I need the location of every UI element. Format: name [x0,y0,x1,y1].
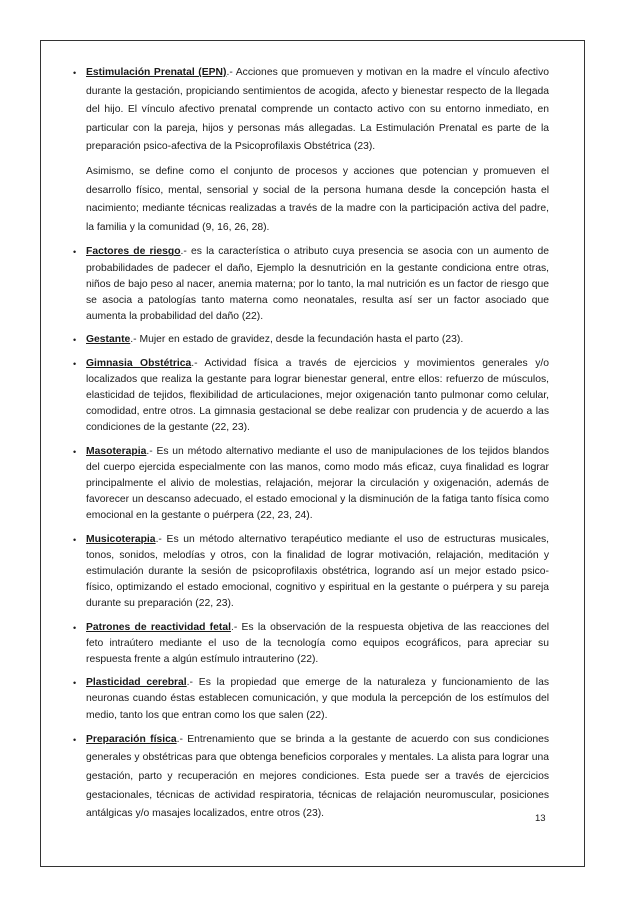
definition-term: Plasticidad cerebral [86,677,187,689]
definition-item-estimulacion-prenatal [73,64,550,237]
definition-term: Preparación física [86,733,177,745]
definition-text: .- Es un método alternativo terapéutico mediante el uso de estructuras musicales, tonos, sonidos, melodías y otros, con la finalidad de lograr motivación, relajación, meditación y estimulación durante la sesión de psicoprofilaxis obstétrica, logrando así un mejor estado psico-físico, optimizando el estado emocional, cognitivo y espiritual en la gestante o puérpera y su pareja durante su preparación (22, 23). [86,533,549,610]
definition-term: Gestante [86,334,131,346]
definition-term: Gimnasia Obstétrica [86,357,192,369]
definition-text: .- Es la propiedad que emerge de la naturaleza y funcionamiento de las neuronas cuando éstas establecen comunicación, y que modula la percepción de los estímulos del medio, tanto los que entran como los que salen (22). [86,677,549,721]
definition-paragraph-continued: Asimismo, se define como el conjunto de procesos y acciones que potencian y promueven el desarrollo físico, mental, sensorial y social de la persona humana desde la concepción hasta el nacimiento; mediante técnicas realizadas a través de la madre con la participación activa del padre, la familia y la comunidad (9, 16, 26, 28). [86,165,549,233]
definition-item-gestante [73,332,549,348]
definition-text: .- Acciones que promueven y motivan en la madre el vínculo afectivo durante la gestación, propiciando sentimientos de acogida, afecto y bienestar respecto de la llegada del hijo. El vínculo afectivo prenatal comprende un contacto activo con su entorno inmediato, en particular con la pareja, hijos y personas más allegadas. La Estimulación Prenatal es parte de la preparación psico-afectiva de la Psicoprofilaxis Obstétrica (23). [86,67,550,153]
bullet-icon: • [73,534,77,545]
definition-item-musicoterapia [73,532,549,613]
page-body [73,64,550,831]
definition-item-masoterapia [73,444,549,525]
definition-term: Factores de riesgo [86,246,181,258]
definition-item-gimnasia-obstetrica [73,356,549,437]
definition-text: .- es la característica o atributo cuya presencia se asocia con un aumento de probabilidades de padecer el daño, Ejemplo la desnutrición en la gestante condiciona entre otras, niños de bajo peso al nacer, anemia materna; por lo tanto, la mal nutrición es un factor de riesgo que se asocia a patologías tanto materna como neonatales, resulta así ser un factor asociado que aumenta la probabilidad del daño (22). [86,246,549,323]
bullet-icon: • [73,68,77,78]
definition-item-factores-riesgo [73,244,549,325]
definition-item-preparacion-fisica [73,731,549,824]
definition-text: .- Actividad física a través de ejercicios y movimientos generales y/o localizados que realiza la gestante para lograr bienestar general, entre ellos: refuerzo de músculos, elasticidad de tejidos, flexibilidad de articulaciones, mejor oxigenación tanto pulmonar como celular, comodidad, entre otros. La gimnasia gestacional se debe realizar con prudencia y de acuerdo a las condiciones de la gestante (22, 23). [86,357,549,434]
bullet-icon: • [73,247,77,258]
definition-text: .- Mujer en estado de gravidez, desde la fecundación hasta el parto (23). [130,334,464,346]
page-number: 13 [535,813,546,824]
definition-item-patrones-reactividad [73,620,550,669]
bullet-icon: • [73,678,77,689]
bullet-icon: • [73,734,77,745]
bullet-icon: • [73,622,77,633]
definition-term: Masoterapia [86,445,147,457]
definition-text: .- Es un método alternativo mediante el uso de manipulaciones de los tejidos blandos del cuerpo ejercida especialmente con las manos, como modo más eficaz, cuya finalidad es lograr principalmente el alivio de molestias, relajación, mejorar la circulación y oxigenación, además de favorecer un descanso adecuado, el estado emocional y la disminución de la fatiga tanto física como emocional en la gestante o puérpera (22, 23, 24). [86,445,549,522]
definition-term: Estimulación Prenatal (EPN) [86,67,227,78]
definition-paragraph [86,64,549,157]
definition-term: Musicoterapia [86,533,156,545]
bullet-icon: • [73,446,77,457]
definition-list [73,64,550,824]
definition-text: .- Entrenamiento que se brinda a la gestante de acuerdo con sus condiciones generales y obstétricas para que obtenga beneficios corporales y mentales. La alista para lograr una gestación, parto y recuperación en mejores condiciones. Esta puede ser a través de ejercicios gestacionales, técnicas de actividad respiratoria, técnicas de relajación neuromuscular, posiciones antálgicas y/o masajes localizados, entre otros (23). [86,733,549,820]
definition-term: Patrones de reactividad fetal [86,621,231,633]
bullet-icon: • [73,358,77,369]
definition-text: .- Es la observación de la respuesta objetiva de las reacciones del feto intraútero mediante el uso de la tecnología como equipos ecográficos, para apreciar su respuesta frente a algún estímulo intrauterino (22). [86,621,550,666]
definition-item-plasticidad-cerebral [73,675,549,724]
bullet-icon: • [73,335,77,346]
